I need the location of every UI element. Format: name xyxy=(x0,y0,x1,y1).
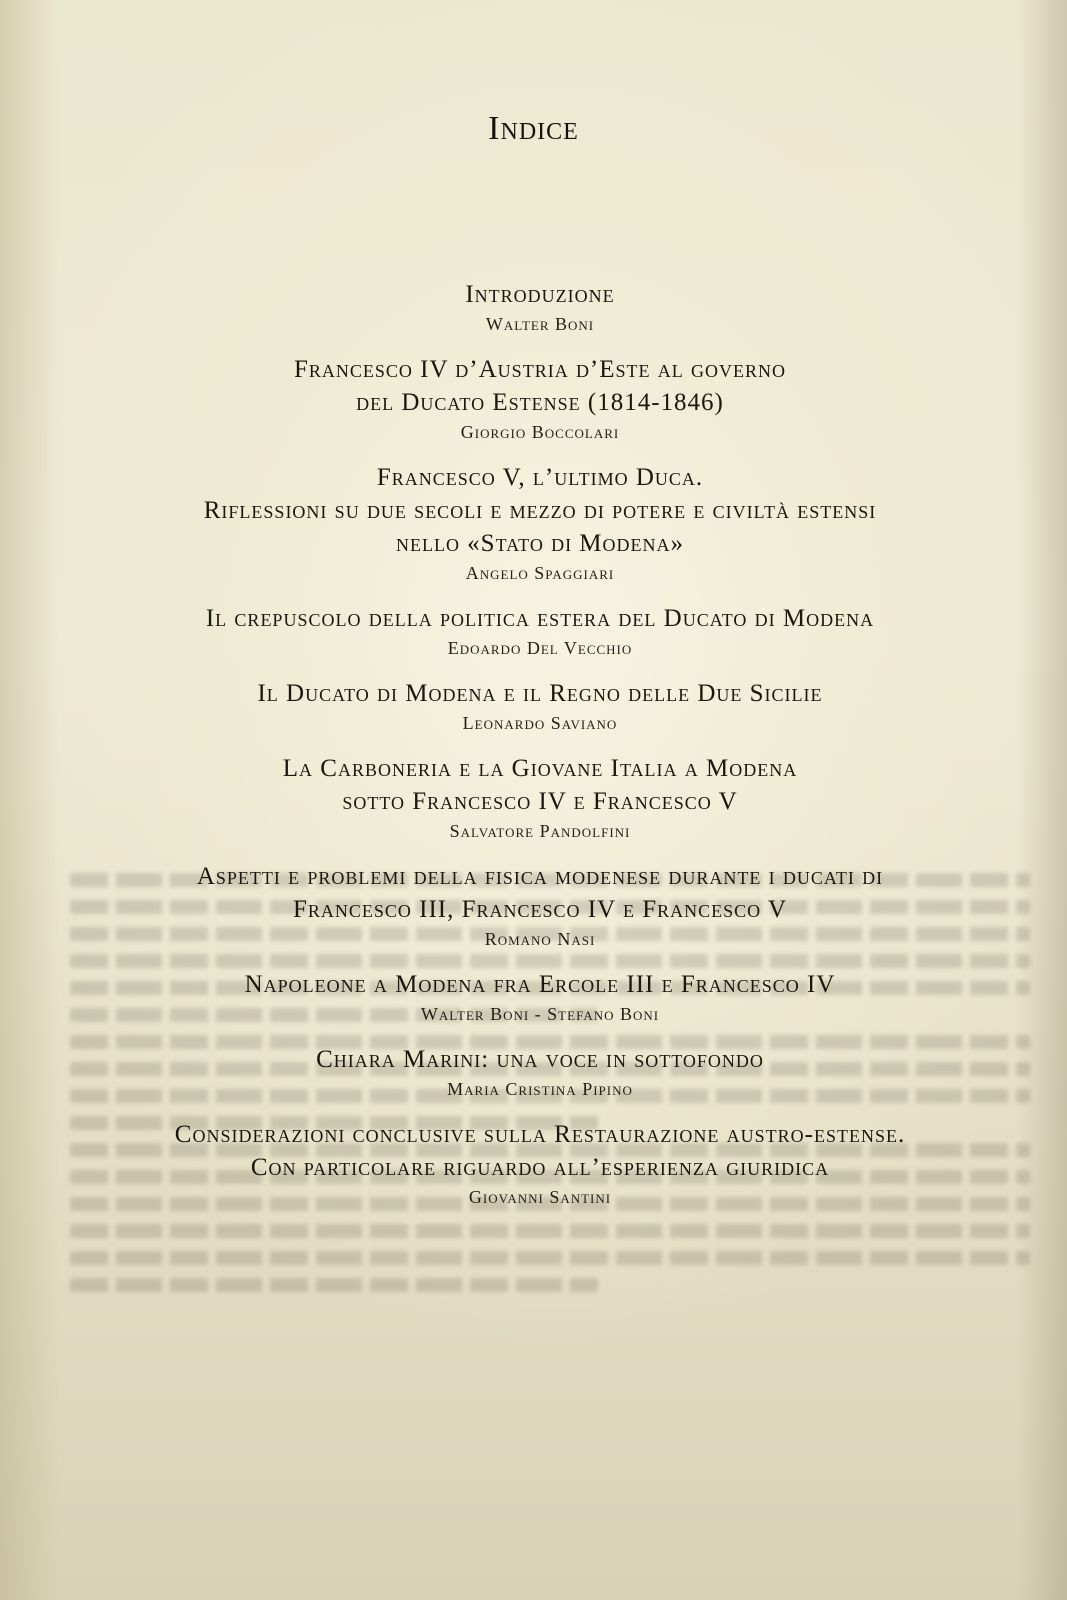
toc-entry xyxy=(80,860,1000,952)
toc-entry-author: Angelo Spaggiari xyxy=(465,563,615,583)
toc-entry-title-line: sotto Francesco IV e Francesco V xyxy=(342,788,738,815)
toc-entry-title-line: Introduzione xyxy=(465,281,615,308)
toc-entry-title xyxy=(80,752,1000,818)
toc-entry-title-line: Francesco V, l’ultimo Duca. xyxy=(376,464,704,491)
toc-entry-title xyxy=(80,353,1000,419)
toc-entry-title-line: Il Ducato di Modena e il Regno delle Due Sicilie xyxy=(257,680,823,707)
toc-entry-author: Salvatore Pandolfini xyxy=(449,821,631,841)
toc-entry xyxy=(80,752,1000,844)
toc-entry-author: Edoardo Del Vecchio xyxy=(447,638,633,658)
toc-entry-author: Walter Boni - Stefano Boni xyxy=(420,1004,660,1024)
toc-entry xyxy=(80,602,1000,661)
toc-entry-title-line: del Ducato Estense (1814-1846) xyxy=(356,389,724,416)
toc-entry-title-line: Considerazioni conclusive sulla Restaurazione austro-estense. xyxy=(174,1121,906,1148)
toc-entry-title-line: Francesco III, Francesco IV e Francesco V xyxy=(292,896,788,923)
toc-entry-title xyxy=(80,278,1000,311)
toc-entry-title-line: Francesco IV d’Austria d’Este al governo xyxy=(293,356,787,383)
page-gutter-shadow xyxy=(0,0,60,1600)
page-title: Indice xyxy=(488,110,579,147)
toc-entry-title-line: Con particolare riguardo all’esperienza giuridica xyxy=(250,1154,830,1181)
toc-entry xyxy=(80,1043,1000,1102)
toc-entry xyxy=(80,968,1000,1027)
toc-entry xyxy=(80,278,1000,337)
toc-entry-author: Leonardo Saviano xyxy=(462,713,618,733)
toc-entry xyxy=(80,353,1000,445)
toc-entry-title xyxy=(80,602,1000,635)
toc-entry-title xyxy=(80,461,1000,560)
toc-entry-title-line: nello «Stato di Modena» xyxy=(395,530,685,557)
toc-entry-title-line: Napoleone a Modena fra Ercole III e Francesco IV xyxy=(244,971,836,998)
toc-entry-title xyxy=(80,1043,1000,1076)
toc-entry-title-line: Il crepuscolo della politica estera del Ducato di Modena xyxy=(205,605,875,632)
toc-entry-author: Giorgio Boccolari xyxy=(460,422,620,442)
toc-entry xyxy=(80,461,1000,586)
toc-entry-title xyxy=(80,860,1000,926)
toc-entry-author: Giovanni Santini xyxy=(468,1187,612,1207)
toc-entry-title-line: Chiara Marini: una voce in sottofondo xyxy=(316,1046,764,1073)
toc-entry xyxy=(80,1118,1000,1210)
toc-entry-author: Walter Boni xyxy=(485,314,595,334)
page-edge-shadow xyxy=(1017,0,1067,1600)
toc-entry-title-line: Aspetti e problemi della fisica modenese durante i ducati di xyxy=(196,863,884,890)
toc-entry-title-line: Riflessioni su due secoli e mezzo di potere e civiltà estensi xyxy=(203,497,877,524)
toc-entry-title-line: La Carboneria e la Giovane Italia a Modena xyxy=(282,755,798,782)
toc-entry-author: Maria Cristina Pipino xyxy=(447,1079,633,1099)
toc-entry-title xyxy=(80,968,1000,1001)
toc-entry xyxy=(80,677,1000,736)
toc-entry-title xyxy=(80,1118,1000,1184)
table-of-contents xyxy=(80,278,1000,1226)
toc-entry-author: Romano Nasi xyxy=(484,929,596,949)
toc-entry-title xyxy=(80,677,1000,710)
